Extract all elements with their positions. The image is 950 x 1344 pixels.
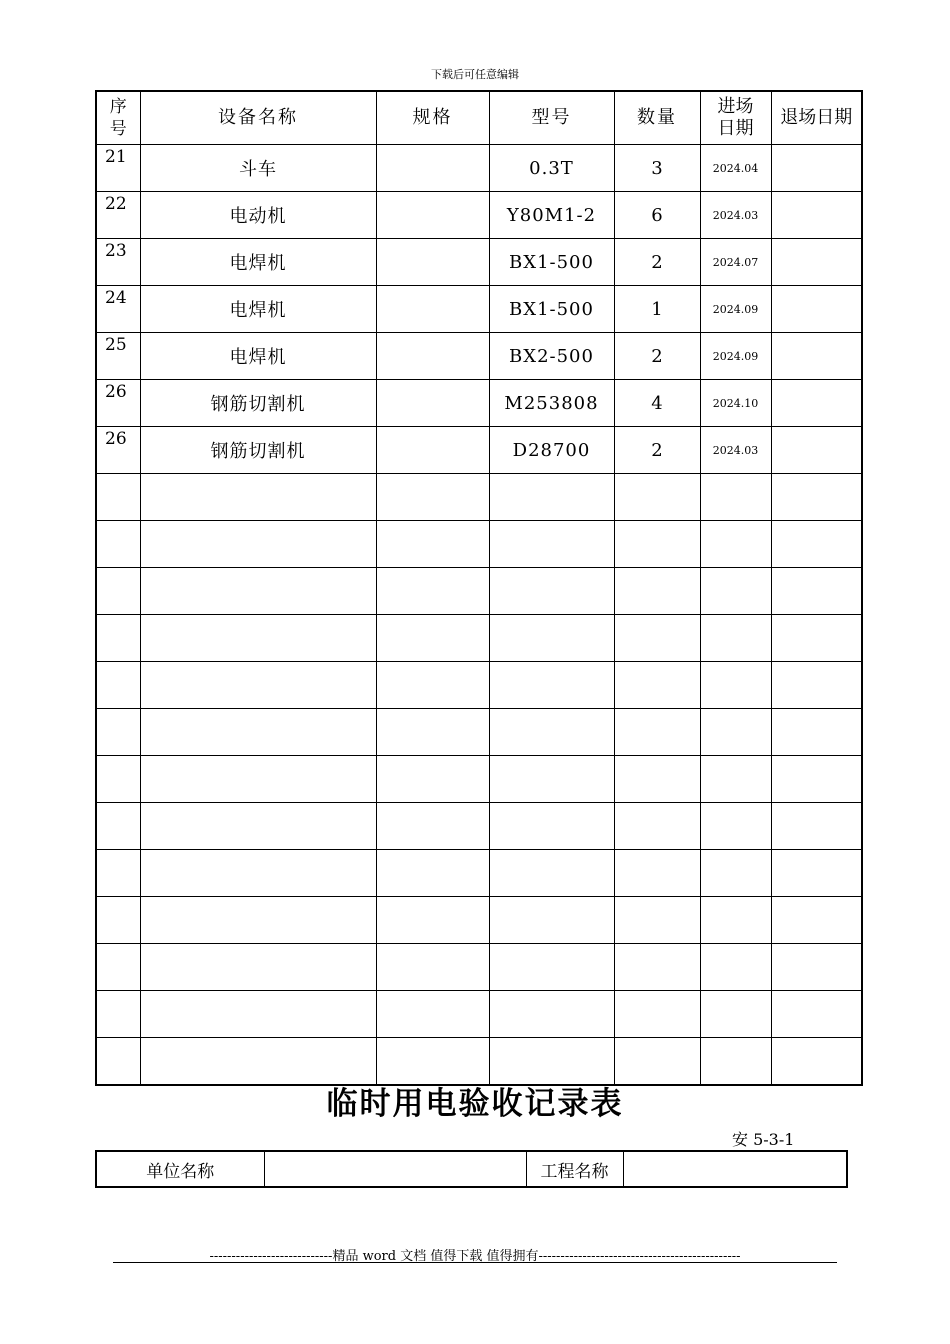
row-model: [489, 709, 614, 756]
table-row: [96, 662, 862, 709]
row-model: BX1-500: [489, 239, 614, 286]
table-header-row: [96, 91, 862, 145]
row-entry-date: [700, 897, 771, 944]
row-spec: [376, 662, 489, 709]
row-quantity: [614, 803, 700, 850]
row-spec: [376, 991, 489, 1038]
table-row: [96, 850, 862, 897]
row-seq: [96, 662, 140, 709]
row-spec: [376, 427, 489, 474]
row-name: 钢筋切割机: [140, 380, 376, 427]
table-row: [96, 521, 862, 568]
row-name: 斗车: [140, 145, 376, 192]
row-model: [489, 850, 614, 897]
table-row: [96, 474, 862, 521]
row-exit-date: [771, 850, 862, 897]
row-model: Y80M1-2: [489, 192, 614, 239]
row-exit-date: [771, 521, 862, 568]
row-name: 电焊机: [140, 286, 376, 333]
row-entry-date: [700, 709, 771, 756]
row-spec: [376, 239, 489, 286]
row-exit-date: [771, 474, 862, 521]
row-entry-date: [700, 944, 771, 991]
row-entry-date: 2024.10: [700, 380, 771, 427]
row-name: [140, 897, 376, 944]
footer-note: ----------------------------精品 word 文档 值得下载 值得拥有----------------------------------------------: [209, 1249, 741, 1264]
row-spec: [376, 897, 489, 944]
row-exit-date: [771, 333, 862, 380]
row-name: [140, 850, 376, 897]
row-name: [140, 662, 376, 709]
row-spec: [376, 803, 489, 850]
row-spec: [376, 474, 489, 521]
row-seq: 26: [96, 427, 140, 474]
form-code: 安 5-3-1: [732, 1130, 795, 1149]
row-name: 电焊机: [140, 333, 376, 380]
table-row: [96, 239, 862, 286]
row-quantity: 3: [614, 145, 700, 192]
row-exit-date: [771, 568, 862, 615]
row-spec: [376, 521, 489, 568]
row-quantity: [614, 709, 700, 756]
row-model: [489, 662, 614, 709]
row-seq: [96, 944, 140, 991]
row-model: 0.3T: [489, 145, 614, 192]
row-model: [489, 897, 614, 944]
row-model: [489, 615, 614, 662]
row-model: [489, 756, 614, 803]
table-row: [96, 427, 862, 474]
header-exit-date: 退场日期: [771, 91, 862, 145]
table-row: [96, 568, 862, 615]
row-model: [489, 568, 614, 615]
row-seq: 22: [96, 192, 140, 239]
row-name: [140, 756, 376, 803]
unit-name-value[interactable]: [264, 1151, 526, 1187]
table-row: [96, 991, 862, 1038]
row-quantity: [614, 662, 700, 709]
row-quantity: [614, 474, 700, 521]
row-entry-date: [700, 850, 771, 897]
row-spec: [376, 756, 489, 803]
row-quantity: [614, 615, 700, 662]
row-name: [140, 709, 376, 756]
row-spec: [376, 333, 489, 380]
row-entry-date: [700, 756, 771, 803]
header-spec: 规格: [376, 91, 489, 145]
row-quantity: 4: [614, 380, 700, 427]
row-seq: [96, 991, 140, 1038]
row-exit-date: [771, 756, 862, 803]
header-note: 下载后可任意编辑: [431, 68, 519, 81]
row-model: [489, 803, 614, 850]
project-name-label: 工程名称: [526, 1151, 623, 1187]
table-row: [96, 333, 862, 380]
row-model: BX2-500: [489, 333, 614, 380]
row-model: [489, 521, 614, 568]
table-row: [96, 615, 862, 662]
row-seq: [96, 897, 140, 944]
row-seq: 24: [96, 286, 140, 333]
table-row: [96, 145, 862, 192]
row-seq: [96, 850, 140, 897]
project-name-value[interactable]: [623, 1151, 847, 1187]
row-seq: 23: [96, 239, 140, 286]
row-exit-date: [771, 944, 862, 991]
row-name: [140, 615, 376, 662]
row-quantity: [614, 568, 700, 615]
row-spec: [376, 615, 489, 662]
row-name: [140, 474, 376, 521]
row-spec: [376, 286, 489, 333]
row-entry-date: [700, 803, 771, 850]
row-name: [140, 568, 376, 615]
row-entry-date: [700, 521, 771, 568]
row-seq: [96, 615, 140, 662]
row-exit-date: [771, 897, 862, 944]
row-entry-date: [700, 662, 771, 709]
footer-divider: [113, 1262, 837, 1263]
row-exit-date: [771, 286, 862, 333]
row-entry-date: 2024.07: [700, 239, 771, 286]
row-name: [140, 521, 376, 568]
row-entry-date: 2024.04: [700, 145, 771, 192]
unit-info-table: [95, 1150, 848, 1188]
header-entry-date: 进场日期: [700, 91, 771, 145]
row-seq: [96, 803, 140, 850]
row-quantity: 2: [614, 239, 700, 286]
header-seq: 序号: [96, 91, 140, 145]
row-entry-date: [700, 474, 771, 521]
row-name: 钢筋切割机: [140, 427, 376, 474]
row-quantity: 2: [614, 427, 700, 474]
row-exit-date: [771, 145, 862, 192]
row-name: [140, 944, 376, 991]
row-quantity: [614, 756, 700, 803]
row-quantity: [614, 944, 700, 991]
row-model: [489, 991, 614, 1038]
row-spec: [376, 568, 489, 615]
row-quantity: 1: [614, 286, 700, 333]
row-entry-date: [700, 615, 771, 662]
row-spec: [376, 145, 489, 192]
row-entry-date: 2024.09: [700, 333, 771, 380]
row-entry-date: [700, 991, 771, 1038]
table-row: [96, 897, 862, 944]
row-model: D28700: [489, 427, 614, 474]
row-quantity: [614, 897, 700, 944]
row-spec: [376, 944, 489, 991]
row-quantity: [614, 850, 700, 897]
table-row: [96, 944, 862, 991]
table-row: [96, 756, 862, 803]
row-seq: [96, 756, 140, 803]
row-seq: 26: [96, 380, 140, 427]
row-exit-date: [771, 615, 862, 662]
table-row: [96, 380, 862, 427]
table-row: [96, 709, 862, 756]
unit-name-label: 单位名称: [96, 1151, 264, 1187]
row-model: M253808: [489, 380, 614, 427]
row-seq: [96, 474, 140, 521]
row-exit-date: [771, 709, 862, 756]
row-spec: [376, 192, 489, 239]
row-spec: [376, 380, 489, 427]
equipment-table: [95, 90, 863, 1086]
row-exit-date: [771, 991, 862, 1038]
form-title: 临时用电验收记录表: [326, 1086, 624, 1122]
row-seq: [96, 521, 140, 568]
header-model: 型号: [489, 91, 614, 145]
header-name: 设备名称: [140, 91, 376, 145]
row-model: [489, 474, 614, 521]
row-seq: [96, 709, 140, 756]
row-exit-date: [771, 803, 862, 850]
table-row: [96, 286, 862, 333]
row-exit-date: [771, 192, 862, 239]
table-row: [96, 192, 862, 239]
row-name: 电焊机: [140, 239, 376, 286]
row-quantity: [614, 991, 700, 1038]
row-entry-date: 2024.03: [700, 427, 771, 474]
row-entry-date: [700, 568, 771, 615]
row-exit-date: [771, 239, 862, 286]
header-quantity: 数量: [614, 91, 700, 145]
row-seq: [96, 568, 140, 615]
row-seq: 21: [96, 145, 140, 192]
row-model: [489, 944, 614, 991]
row-entry-date: 2024.09: [700, 286, 771, 333]
row-quantity: 2: [614, 333, 700, 380]
row-exit-date: [771, 427, 862, 474]
row-entry-date: 2024.03: [700, 192, 771, 239]
row-spec: [376, 709, 489, 756]
row-name: 电动机: [140, 192, 376, 239]
row-spec: [376, 850, 489, 897]
row-name: [140, 803, 376, 850]
row-quantity: 6: [614, 192, 700, 239]
row-model: BX1-500: [489, 286, 614, 333]
row-exit-date: [771, 380, 862, 427]
row-exit-date: [771, 662, 862, 709]
table-row: [96, 803, 862, 850]
row-seq: 25: [96, 333, 140, 380]
row-quantity: [614, 521, 700, 568]
row-name: [140, 991, 376, 1038]
